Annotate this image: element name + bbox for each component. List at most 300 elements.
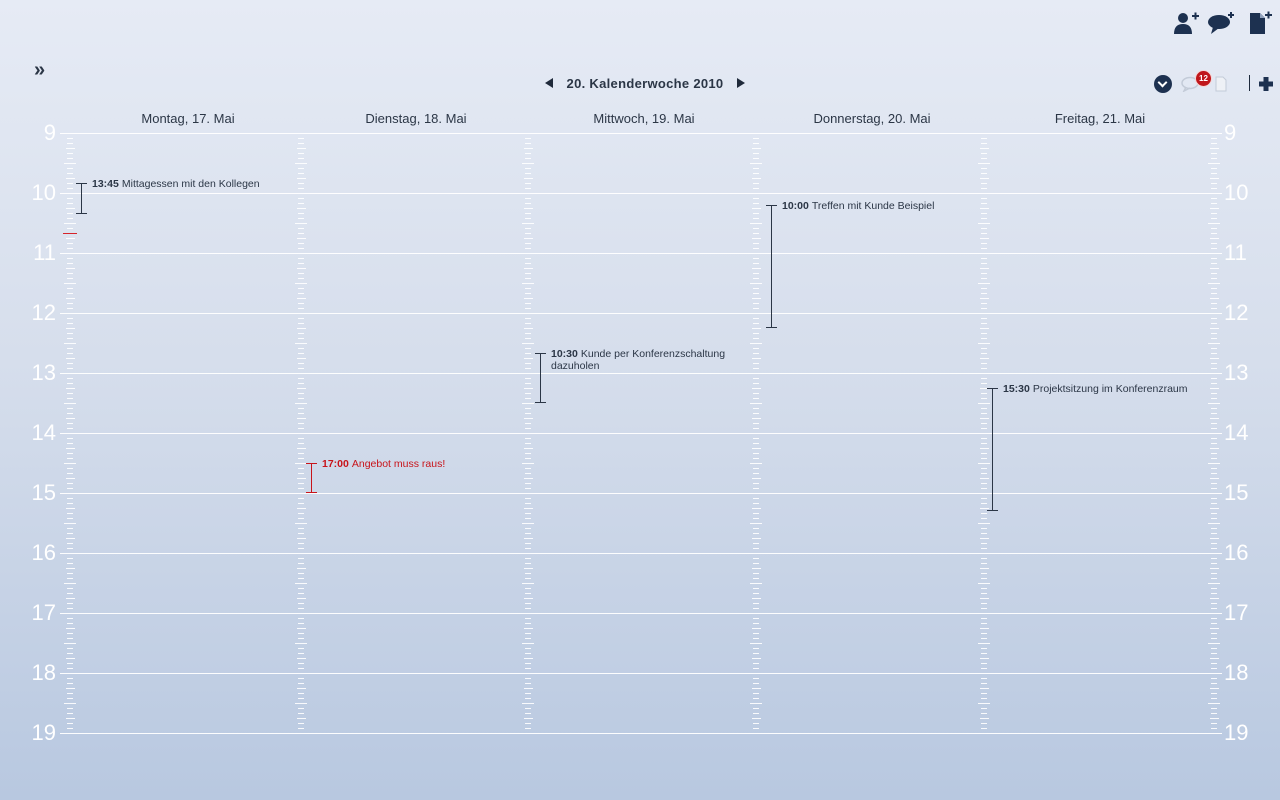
time-tick: [525, 498, 531, 499]
time-tick: [1211, 573, 1217, 574]
time-tick: [753, 393, 759, 394]
hour-line: [60, 313, 1222, 314]
time-tick: [1211, 303, 1217, 304]
time-tick: [298, 233, 304, 234]
day-header[interactable]: Dienstag, 18. Mai: [365, 111, 467, 126]
time-tick: [525, 303, 531, 304]
add-user-button[interactable]: [1172, 10, 1200, 36]
time-tick: [1211, 413, 1217, 414]
time-tick: [298, 173, 304, 174]
time-tick: [524, 598, 533, 599]
time-tick: [1211, 288, 1217, 289]
time-tick: [522, 163, 534, 164]
time-tick: [67, 593, 73, 594]
time-tick: [298, 273, 304, 274]
time-tick: [67, 608, 73, 609]
time-tick: [297, 718, 306, 719]
time-tick: [295, 523, 307, 524]
time-tick: [753, 698, 759, 699]
time-tick: [1211, 203, 1217, 204]
time-tick: [753, 503, 759, 504]
time-tick: [1211, 693, 1217, 694]
time-tick: [1211, 293, 1217, 294]
time-tick: [525, 248, 531, 249]
time-tick: [525, 638, 531, 639]
time-tick: [525, 203, 531, 204]
hour-line: [60, 133, 1222, 134]
day-header[interactable]: Freitag, 21. Mai: [1054, 111, 1146, 126]
hour-label: 15: [31, 480, 56, 505]
add-comment-button[interactable]: [1207, 10, 1235, 36]
time-tick: [981, 143, 987, 144]
time-tick: [1211, 233, 1217, 234]
time-tick: [981, 233, 987, 234]
time-tick: [67, 698, 73, 699]
time-tick: [752, 268, 761, 269]
time-tick: [753, 363, 759, 364]
time-tick: [66, 598, 75, 599]
time-tick: [64, 163, 76, 164]
time-tick: [1211, 423, 1217, 424]
time-tick: [525, 288, 531, 289]
time-tick: [66, 658, 75, 659]
time-tick: [67, 138, 73, 139]
time-tick: [67, 413, 73, 414]
view-tools: [1150, 72, 1276, 96]
expand-sidebar-button[interactable]: »: [34, 59, 46, 81]
time-tick: [67, 423, 73, 424]
time-tick: [525, 633, 531, 634]
week-navigation: [520, 74, 770, 92]
time-tick: [525, 468, 531, 469]
time-tick: [295, 163, 307, 164]
time-tick: [1211, 378, 1217, 379]
time-tick: [295, 703, 307, 704]
time-tick: [1211, 183, 1217, 184]
document-icon[interactable]: [1215, 76, 1227, 92]
time-tick: [1211, 608, 1217, 609]
time-tick: [64, 463, 76, 464]
time-tick: [753, 543, 759, 544]
time-tick: [67, 398, 73, 399]
time-tick: [525, 168, 531, 169]
day-header[interactable]: Donnerstag, 20. Mai: [813, 111, 931, 126]
time-tick: [981, 243, 987, 244]
time-tick: [295, 223, 307, 224]
time-tick: [750, 523, 762, 524]
event-label: [1003, 383, 1193, 395]
time-tick: [752, 388, 761, 389]
time-tick: [67, 378, 73, 379]
time-tick: [525, 683, 531, 684]
time-tick: [1211, 648, 1217, 649]
time-tick: [1211, 348, 1217, 349]
time-tick: [66, 688, 75, 689]
time-tick: [298, 498, 304, 499]
time-tick: [753, 558, 759, 559]
time-tick: [298, 413, 304, 414]
time-tick: [297, 298, 306, 299]
time-tick: [298, 158, 304, 159]
time-tick: [67, 668, 73, 669]
time-tick: [67, 458, 73, 459]
time-tick: [64, 343, 76, 344]
time-tick: [298, 143, 304, 144]
time-tick: [524, 178, 533, 179]
time-tick: [978, 223, 990, 224]
time-tick: [67, 348, 73, 349]
time-tick: [525, 623, 531, 624]
time-tick: [1211, 603, 1217, 604]
time-tick: [1211, 638, 1217, 639]
time-tick: [522, 643, 534, 644]
time-tick: [752, 568, 761, 569]
time-tick: [753, 188, 759, 189]
time-tick: [524, 418, 533, 419]
time-tick: [297, 178, 306, 179]
time-tick: [67, 588, 73, 589]
time-tick: [1210, 628, 1219, 629]
time-tick: [67, 633, 73, 634]
time-tick: [298, 368, 304, 369]
time-tick: [753, 573, 759, 574]
time-tick: [522, 703, 534, 704]
time-tick: [66, 178, 75, 179]
time-tick: [297, 418, 306, 419]
time-tick: [525, 513, 531, 514]
calendar-event[interactable]: [535, 348, 745, 403]
time-tick: [1211, 713, 1217, 714]
time-tick: [298, 603, 304, 604]
time-tick: [295, 583, 307, 584]
time-tick: [1211, 173, 1217, 174]
hour-line: [60, 673, 1222, 674]
time-tick: [524, 298, 533, 299]
time-tick: [753, 408, 759, 409]
time-tick: [1211, 623, 1217, 624]
time-tick: [67, 183, 73, 184]
time-tick: [1211, 188, 1217, 189]
time-tick: [753, 653, 759, 654]
time-tick: [297, 268, 306, 269]
time-tick: [981, 593, 987, 594]
time-tick: [298, 453, 304, 454]
time-tick: [753, 378, 759, 379]
time-tick: [298, 633, 304, 634]
time-tick: [297, 688, 306, 689]
time-tick: [981, 258, 987, 259]
next-week-arrow-icon[interactable]: [737, 78, 745, 88]
time-tick: [298, 708, 304, 709]
time-tick: [522, 463, 534, 464]
time-tick: [1211, 368, 1217, 369]
time-tick: [66, 478, 75, 479]
time-tick: [298, 548, 304, 549]
time-tick: [981, 348, 987, 349]
time-tick: [525, 143, 531, 144]
time-tick: [753, 438, 759, 439]
time-tick: [753, 198, 759, 199]
time-tick: [298, 198, 304, 199]
time-tick: [981, 303, 987, 304]
time-tick: [522, 403, 534, 404]
dropdown-chevron-icon[interactable]: [1154, 75, 1172, 93]
time-tick: [753, 233, 759, 234]
time-tick: [522, 343, 534, 344]
time-tick: [981, 183, 987, 184]
time-tick: [1208, 643, 1220, 644]
time-tick: [753, 618, 759, 619]
time-tick: [525, 153, 531, 154]
time-tick: [67, 663, 73, 664]
time-tick: [1211, 383, 1217, 384]
time-tick: [980, 238, 989, 239]
time-tick: [753, 423, 759, 424]
time-tick: [981, 683, 987, 684]
time-tick: [67, 533, 73, 534]
time-tick: [981, 663, 987, 664]
day-header[interactable]: Mittwoch, 19. Mai: [593, 111, 695, 126]
time-tick: [753, 168, 759, 169]
time-tick: [1208, 463, 1220, 464]
time-tick: [67, 488, 73, 489]
hour-label: 16: [1224, 540, 1249, 565]
time-tick: [981, 528, 987, 529]
time-tick: [1211, 198, 1217, 199]
time-tick: [1211, 143, 1217, 144]
time-tick: [67, 363, 73, 364]
time-tick: [1211, 318, 1217, 319]
calendar-event[interactable]: [766, 200, 976, 328]
time-tick: [525, 518, 531, 519]
time-tick: [67, 728, 73, 729]
time-tick: [1211, 723, 1217, 724]
time-tick: [753, 278, 759, 279]
time-tick: [981, 653, 987, 654]
time-tick: [1211, 218, 1217, 219]
time-tick: [753, 153, 759, 154]
time-tick: [525, 263, 531, 264]
time-tick: [981, 608, 987, 609]
time-tick: [981, 678, 987, 679]
time-tick: [525, 278, 531, 279]
time-tick: [64, 523, 76, 524]
day-header[interactable]: Montag, 17. Mai: [141, 111, 235, 126]
time-tick: [295, 643, 307, 644]
time-tick: [298, 353, 304, 354]
time-tick: [297, 568, 306, 569]
time-tick: [67, 513, 73, 514]
time-tick: [753, 623, 759, 624]
time-tick: [298, 228, 304, 229]
time-tick: [295, 343, 307, 344]
time-tick: [1210, 208, 1219, 209]
time-tick: [298, 713, 304, 714]
time-tick: [753, 483, 759, 484]
time-tick: [298, 663, 304, 664]
time-tick: [981, 698, 987, 699]
add-document-button[interactable]: [1246, 10, 1274, 36]
time-tick: [978, 703, 990, 704]
time-tick: [297, 598, 306, 599]
time-tick: [1211, 363, 1217, 364]
time-tick: [981, 648, 987, 649]
time-tick: [298, 623, 304, 624]
time-tick: [1208, 343, 1220, 344]
hour-label: 9: [43, 120, 56, 145]
time-tick: [298, 723, 304, 724]
event-label: [551, 348, 741, 372]
time-tick: [753, 633, 759, 634]
time-tick: [525, 458, 531, 459]
time-tick: [298, 428, 304, 429]
time-tick: [67, 308, 73, 309]
time-tick: [1211, 168, 1217, 169]
time-tick: [752, 298, 761, 299]
time-tick: [1211, 308, 1217, 309]
time-tick: [67, 713, 73, 714]
time-tick: [298, 153, 304, 154]
time-tick: [981, 203, 987, 204]
time-tick: [1208, 523, 1220, 524]
calendar-event[interactable]: [76, 177, 286, 214]
time-tick: [1211, 438, 1217, 439]
time-tick: [298, 393, 304, 394]
time-tick: [753, 728, 759, 729]
time-tick: [1211, 273, 1217, 274]
time-tick: [753, 603, 759, 604]
time-tick: [298, 318, 304, 319]
time-tick: [525, 693, 531, 694]
time-tick: [524, 388, 533, 389]
time-tick: [753, 143, 759, 144]
time-tick: [66, 148, 75, 149]
time-tick: [981, 138, 987, 139]
time-tick: [1211, 483, 1217, 484]
time-tick: [1211, 258, 1217, 259]
time-tick: [525, 548, 531, 549]
time-tick: [981, 153, 987, 154]
time-tick: [753, 548, 759, 549]
time-tick: [1211, 488, 1217, 489]
time-tick: [298, 168, 304, 169]
time-tick: [525, 338, 531, 339]
time-tick: [522, 583, 534, 584]
time-tick: [1211, 228, 1217, 229]
time-tick: [525, 668, 531, 669]
time-tick: [1211, 563, 1217, 564]
time-tick: [67, 243, 73, 244]
time-tick: [1211, 728, 1217, 729]
time-tick: [525, 183, 531, 184]
time-tick: [981, 623, 987, 624]
time-tick: [298, 278, 304, 279]
time-tick: [1210, 688, 1219, 689]
time-tick: [1208, 703, 1220, 704]
time-tick: [525, 218, 531, 219]
time-tick: [1210, 358, 1219, 359]
time-tick: [525, 723, 531, 724]
time-tick: [522, 223, 534, 224]
time-tick: [1211, 543, 1217, 544]
time-tick: [752, 358, 761, 359]
time-tick: [980, 268, 989, 269]
time-tick: [525, 138, 531, 139]
time-tick: [67, 638, 73, 639]
time-tick: [753, 593, 759, 594]
time-tick: [298, 503, 304, 504]
time-tick: [750, 223, 762, 224]
time-tick: [980, 358, 989, 359]
add-event-plus-icon[interactable]: [1258, 76, 1274, 92]
time-tick: [298, 473, 304, 474]
time-tick: [981, 603, 987, 604]
time-tick: [981, 543, 987, 544]
time-tick: [978, 643, 990, 644]
time-tick: [1211, 533, 1217, 534]
calendar-event[interactable]: [987, 383, 1197, 511]
time-tick: [298, 218, 304, 219]
event-label: [92, 178, 282, 190]
time-tick: [753, 488, 759, 489]
current-time-marker: [63, 233, 77, 234]
time-tick: [525, 728, 531, 729]
time-tick: [753, 353, 759, 354]
time-tick: [753, 678, 759, 679]
time-tick: [750, 163, 762, 164]
time-tick: [67, 528, 73, 529]
time-tick: [981, 293, 987, 294]
time-tick: [525, 318, 531, 319]
time-tick: [298, 593, 304, 594]
time-tick: [298, 188, 304, 189]
time-tick: [752, 418, 761, 419]
time-tick: [66, 388, 75, 389]
time-tick: [67, 693, 73, 694]
time-tick: [298, 248, 304, 249]
time-tick: [1211, 323, 1217, 324]
event-duration-bar: [306, 463, 317, 493]
time-tick: [525, 363, 531, 364]
time-tick: [981, 693, 987, 694]
time-tick: [525, 663, 531, 664]
time-tick: [753, 248, 759, 249]
time-tick: [753, 293, 759, 294]
calendar-event[interactable]: [306, 458, 516, 493]
time-tick: [298, 483, 304, 484]
time-tick: [753, 693, 759, 694]
time-tick: [753, 348, 759, 349]
time-tick: [67, 558, 73, 559]
time-tick: [525, 698, 531, 699]
time-tick: [981, 158, 987, 159]
time-tick: [67, 428, 73, 429]
time-tick: [1211, 678, 1217, 679]
time-tick: [524, 238, 533, 239]
time-tick: [753, 468, 759, 469]
previous-week-arrow-icon[interactable]: [545, 78, 553, 88]
hour-line: [60, 613, 1222, 614]
time-tick: [753, 458, 759, 459]
time-tick: [67, 393, 73, 394]
time-tick: [525, 233, 531, 234]
time-tick: [981, 168, 987, 169]
time-tick: [753, 668, 759, 669]
time-tick: [753, 158, 759, 159]
time-tick: [1210, 478, 1219, 479]
time-tick: [753, 428, 759, 429]
time-tick: [753, 513, 759, 514]
